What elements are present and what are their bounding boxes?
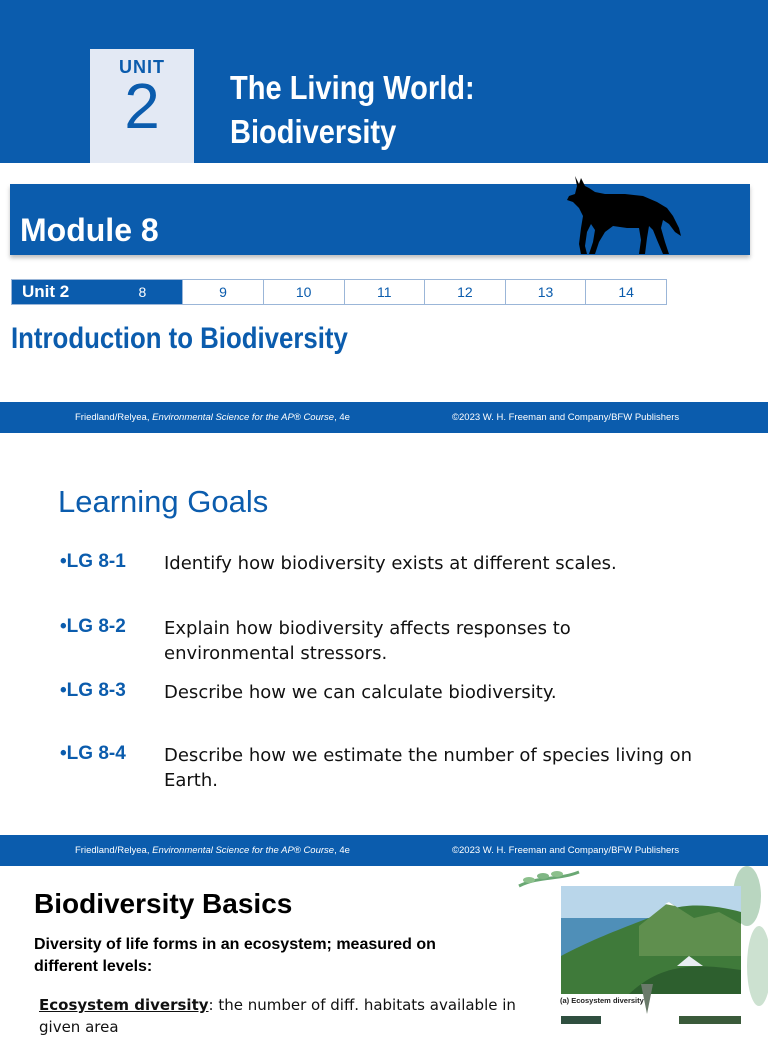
slide-title — [0, 0, 768, 433]
footer-copyright: ©2023 W. H. Freeman and Company/BFW Publishers — [452, 412, 680, 423]
module-intro-title: Introduction to Biodiversity — [11, 322, 348, 355]
learning-goals-title: Learning Goals — [58, 484, 269, 519]
goal-code: •LG 8-3 — [60, 680, 126, 701]
nav-module-10[interactable]: 10 — [263, 280, 344, 304]
footer-citation: Friedland/Relyea, Environmental Science for the AP® Course, 4e — [75, 845, 350, 856]
nav-unit-label: Unit 2 — [12, 280, 102, 304]
goal-text: Identify how biodiversity exists at different scales. — [164, 553, 617, 574]
unit-title-line1: The Living World: — [230, 69, 475, 106]
unit-title-line2: Biodiversity — [230, 113, 397, 150]
goal-code: •LG 8-4 — [60, 743, 126, 764]
nav-module-9[interactable]: 9 — [182, 280, 263, 304]
unit-badge — [90, 49, 194, 163]
ecosystem-diversity-term: Ecosystem diversity — [39, 996, 209, 1014]
unit-title — [230, 66, 475, 154]
slide-footer — [0, 402, 768, 433]
footer-copyright: ©2023 W. H. Freeman and Company/BFW Publishers — [452, 845, 680, 856]
module-navigation — [11, 279, 667, 305]
goal-text: Describe how we can calculate biodiversity. — [164, 682, 557, 703]
goal-code: •LG 8-2 — [60, 616, 126, 637]
goal-text: Describe how we estimate the number of species living on Earth. — [164, 745, 693, 791]
unit-number: 2 — [124, 70, 160, 142]
module-title: Module 8 — [20, 212, 159, 248]
goal-text: Explain how biodiversity affects responses to environmental stressors. — [164, 618, 571, 664]
ecosystem-diversity-definition: Ecosystem diversity: the number of diff. habitats available in a given area — [39, 996, 530, 1036]
nav-module-14[interactable]: 14 — [585, 280, 666, 304]
coyote-silhouette-icon — [565, 172, 683, 258]
nav-module-12[interactable]: 12 — [424, 280, 505, 304]
slide-footer — [0, 835, 768, 866]
biodiversity-definition: Diversity of life forms in an ecosystem; measured on different levels: — [34, 936, 436, 975]
figure-caption: (a) Ecosystem diversity — [560, 996, 644, 1005]
biodiversity-basics-title: Biodiversity Basics — [34, 888, 293, 919]
nav-module-8[interactable]: 8 — [102, 280, 183, 304]
unit-label: UNIT — [119, 57, 165, 77]
nav-module-13[interactable]: 13 — [505, 280, 586, 304]
footer-citation: Friedland/Relyea, Environmental Science for the AP® Course, 4e — [75, 412, 350, 423]
goal-code: •LG 8-1 — [60, 551, 126, 572]
nav-module-11[interactable]: 11 — [344, 280, 425, 304]
